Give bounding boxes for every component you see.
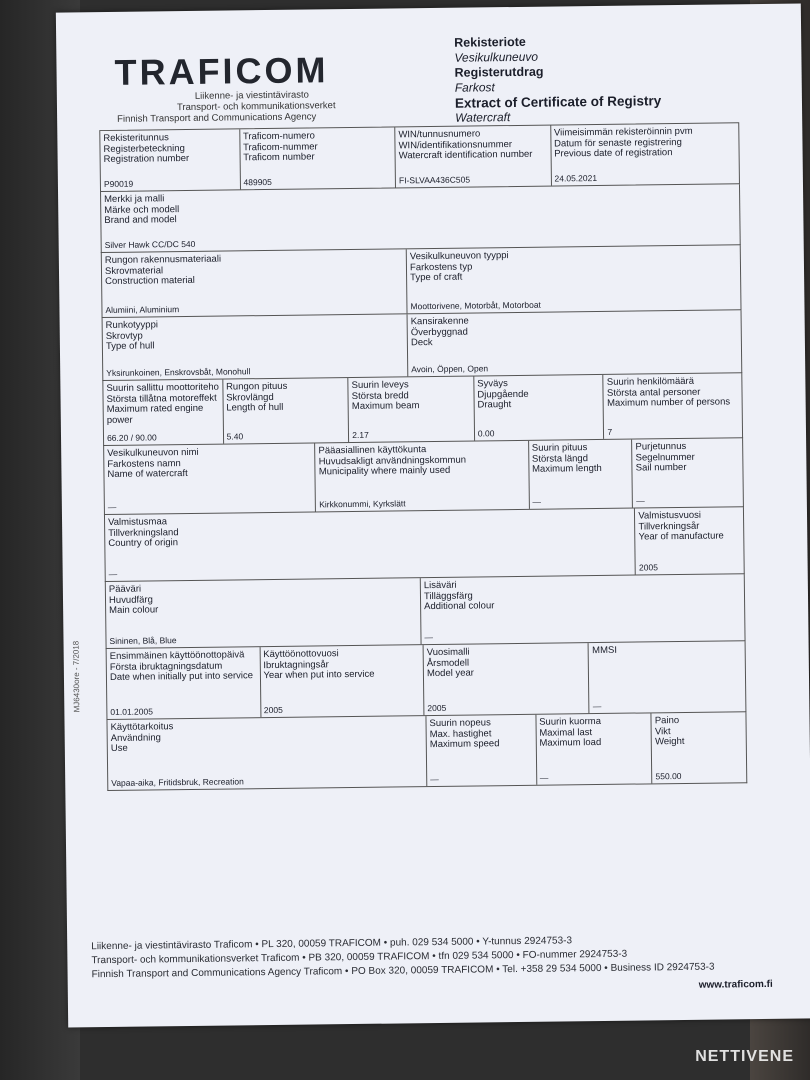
field-label-line: Year of manufacture bbox=[638, 530, 724, 543]
field-label bbox=[539, 716, 648, 749]
field-label-line: Use bbox=[110, 742, 128, 754]
field-label-line: Length of hull bbox=[226, 401, 284, 414]
table-cell bbox=[635, 507, 743, 574]
field-label-line: Skrovmaterial bbox=[104, 264, 164, 277]
field-label-line: Maximum beam bbox=[351, 400, 420, 413]
field-label-line: Datum för senaste registrering bbox=[553, 136, 682, 150]
table-row bbox=[102, 373, 743, 446]
field-value: Alumiini, Aluminium bbox=[105, 303, 180, 315]
agency-names bbox=[117, 89, 336, 125]
table-cell bbox=[604, 373, 742, 439]
field-value: — bbox=[424, 631, 434, 642]
field-label-line: Valmistusvuosi bbox=[638, 509, 702, 522]
nettivene-watermark: NETTIVENE bbox=[695, 1048, 794, 1065]
field-value: Sininen, Blå, Blue bbox=[109, 634, 177, 646]
field-label-line: Tillverkningsår bbox=[638, 520, 700, 533]
field-label bbox=[263, 648, 420, 681]
field-label-line: Country of origin bbox=[108, 537, 179, 549]
table-cell bbox=[551, 123, 739, 185]
field-label-line: Paino bbox=[654, 715, 680, 727]
field-label-line: Rungon pituus bbox=[225, 380, 288, 393]
field-label-line: Huvudfärg bbox=[108, 593, 153, 606]
table-cell bbox=[529, 440, 634, 509]
field-label-line: Ibruktagningsår bbox=[263, 658, 329, 671]
certificate-paper bbox=[56, 3, 810, 1027]
field-label-line: Construction material bbox=[105, 274, 195, 288]
field-value: — bbox=[636, 494, 645, 506]
field-label bbox=[477, 378, 600, 411]
field-label-line: Deck bbox=[410, 337, 433, 349]
agency-name-fi: Liikenne- ja viestintävirasto bbox=[194, 89, 309, 102]
field-label-line: Djupgående bbox=[477, 388, 529, 400]
table-row bbox=[106, 641, 747, 720]
field-label-line: Previous date of registration bbox=[554, 147, 673, 160]
table-row bbox=[101, 245, 742, 318]
field-label bbox=[109, 581, 417, 616]
field-label bbox=[110, 650, 257, 683]
table-row bbox=[105, 574, 746, 649]
field-label-line: Årsmodell bbox=[426, 657, 470, 669]
field-value: 550.00 bbox=[655, 770, 682, 781]
field-label-line: Additional colour bbox=[424, 600, 495, 613]
table-cell bbox=[536, 713, 652, 784]
field-label bbox=[607, 376, 739, 409]
field-label-line: Skrovtyp bbox=[105, 330, 143, 342]
field-label-line: Registerbeteckning bbox=[103, 142, 185, 155]
field-label-line: Överbyggnad bbox=[410, 326, 468, 338]
table-cell bbox=[105, 509, 636, 581]
field-label-line: Vesikulkuneuvon tyyppi bbox=[409, 250, 509, 263]
field-label-line: Största bredd bbox=[351, 389, 409, 402]
field-value: 66.20 / 90.00 bbox=[106, 431, 157, 443]
field-value: — bbox=[430, 773, 439, 784]
field-label-line: Traficom number bbox=[243, 151, 315, 164]
field-label bbox=[108, 512, 632, 550]
field-label-line: Date when initially put into service bbox=[109, 670, 254, 683]
field-label bbox=[111, 719, 423, 754]
field-value: FI-SLVAA436C505 bbox=[398, 174, 471, 185]
field-label-line: Pääasiallinen käyttökunta bbox=[318, 444, 427, 457]
field-label-line: Största antal personer bbox=[606, 386, 701, 399]
table-cell bbox=[408, 310, 742, 376]
field-value: Avoin, Öppen, Open bbox=[411, 362, 489, 374]
table-cell bbox=[223, 378, 349, 444]
table-cell bbox=[107, 716, 427, 790]
table-row bbox=[106, 712, 747, 791]
table-cell bbox=[315, 441, 529, 512]
field-label-line: Rungon rakennusmateriaali bbox=[104, 253, 222, 267]
field-label bbox=[105, 252, 403, 287]
field-label-line: MMSI bbox=[592, 644, 618, 657]
field-label-line: Brand and model bbox=[104, 214, 177, 227]
title-sv: Registerutdrag bbox=[454, 64, 544, 80]
traficom-logo: TRAFICOM bbox=[114, 49, 329, 93]
field-label bbox=[318, 444, 525, 478]
field-label-line: Max. hastighet bbox=[429, 727, 492, 740]
field-label-line: Pääväri bbox=[108, 583, 142, 595]
field-value: Vapaa-aika, Fritidsbruk, Recreation bbox=[111, 775, 244, 788]
field-label-line: Största längd bbox=[531, 452, 589, 465]
footer-line-fi: Liikenne- ja viestintävirasto Traficom • PL 320, 00059 TRAFICOM • puh. 029 534 5000 • Y-tunnus 2924753-3 bbox=[91, 935, 573, 953]
field-value: 7 bbox=[607, 426, 613, 437]
field-label-line: Maximum length bbox=[532, 462, 602, 475]
field-label bbox=[424, 577, 741, 612]
field-value: 2005 bbox=[638, 561, 658, 573]
field-label-line: Suurin sallittu moottoriteho bbox=[106, 381, 219, 394]
table-cell bbox=[101, 184, 740, 252]
table-cell bbox=[102, 249, 408, 317]
field-label-line: Sail number bbox=[635, 461, 687, 474]
field-value: P90019 bbox=[103, 178, 134, 189]
table-row bbox=[99, 122, 740, 192]
field-label bbox=[107, 446, 312, 480]
field-label-line: Vesikulkuneuvon nimi bbox=[107, 446, 199, 459]
field-label bbox=[532, 443, 629, 476]
form-code: MJ6430ore - 7/2018 bbox=[71, 640, 82, 713]
field-label-line: Suurin leveys bbox=[351, 379, 409, 392]
table-row bbox=[104, 507, 745, 582]
field-label-line: Rekisteritunnus bbox=[103, 132, 169, 145]
table-cell bbox=[589, 641, 745, 713]
field-label-line: WIN/identifikationsnummer bbox=[398, 138, 513, 151]
field-value: 489905 bbox=[243, 176, 272, 187]
field-label-line: Model year bbox=[426, 667, 474, 680]
field-label-line: Ensimmäinen käyttöönottopäivä bbox=[109, 649, 245, 662]
field-label-line: Huvudsakligt användningskommun bbox=[318, 454, 467, 467]
field-label-line: Maximal last bbox=[539, 726, 593, 739]
field-label bbox=[429, 718, 532, 751]
field-label-line: Traficom-nummer bbox=[242, 140, 318, 153]
field-label bbox=[103, 132, 236, 165]
field-label-line: Syväys bbox=[477, 378, 508, 390]
field-label-line: Maximum speed bbox=[429, 738, 500, 751]
field-label-line: Weight bbox=[654, 735, 685, 748]
field-label-line: Draught bbox=[477, 399, 512, 411]
field-label-line: Suurin kuorma bbox=[539, 715, 602, 728]
field-label bbox=[398, 129, 547, 162]
field-label-line: Segelnummer bbox=[635, 451, 695, 464]
field-label-line: Kansirakenne bbox=[410, 315, 469, 328]
field-label bbox=[352, 380, 471, 413]
table-cell bbox=[395, 126, 551, 188]
field-value: — bbox=[539, 772, 549, 783]
field-label-line: Användning bbox=[110, 731, 161, 744]
title-sv-sub: Farkost bbox=[454, 80, 495, 95]
registry-table bbox=[99, 122, 747, 791]
field-label-line: Suurin pituus bbox=[531, 442, 588, 454]
field-value: 5.40 bbox=[226, 430, 244, 442]
field-label bbox=[554, 126, 736, 160]
table-row bbox=[102, 310, 743, 381]
field-label-line: Municipality where mainly used bbox=[318, 464, 451, 478]
field-label-line: Vuosimalli bbox=[426, 646, 470, 659]
document-title bbox=[454, 33, 661, 126]
field-value: — bbox=[108, 568, 118, 579]
table-cell bbox=[407, 245, 741, 313]
field-label bbox=[410, 248, 737, 283]
field-label-line: Year when put into service bbox=[263, 668, 375, 682]
table-cell bbox=[632, 438, 742, 507]
field-label-line: Viimeisimmän rekisteröinnin pvm bbox=[553, 125, 693, 139]
field-label-line: Type of craft bbox=[410, 271, 463, 284]
table-cell bbox=[240, 127, 396, 189]
field-label-line: Farkostens typ bbox=[409, 261, 473, 273]
table-cell bbox=[104, 443, 316, 514]
field-value: 01.01.2005 bbox=[110, 705, 153, 717]
field-label-line: power bbox=[106, 414, 133, 426]
field-label-line: WIN/tunnusnumero bbox=[398, 128, 481, 141]
field-label bbox=[638, 510, 740, 543]
field-label-line: Skrovlängd bbox=[226, 391, 274, 404]
field-label-line: Vikt bbox=[654, 725, 671, 737]
field-value: 0.00 bbox=[477, 427, 495, 438]
field-label-line: Suurin henkilömäärä bbox=[606, 375, 695, 388]
field-value: Moottorivene, Motorbåt, Motorboat bbox=[410, 299, 541, 311]
table-cell bbox=[349, 377, 475, 443]
website: www.traficom.fi bbox=[698, 978, 773, 991]
field-label-line: Största tillåtna motoreffekt bbox=[106, 392, 217, 405]
field-label-line: Maximum number of persons bbox=[607, 396, 731, 409]
field-value: Kirkkonummi, Kyrkslätt bbox=[319, 497, 406, 509]
field-label bbox=[106, 317, 404, 352]
field-value: Silver Hawk CC/DC 540 bbox=[104, 238, 196, 250]
field-label-line: Purjetunnus bbox=[635, 440, 687, 453]
field-label-line: Merkki ja malli bbox=[104, 193, 165, 206]
table-cell bbox=[652, 712, 747, 783]
field-label-line: Traficom-numero bbox=[242, 130, 315, 143]
table-cell bbox=[424, 643, 590, 715]
field-label-line: Märke och modell bbox=[104, 203, 180, 216]
field-label-line: Farkostens namn bbox=[107, 457, 181, 470]
field-label-line: Watercraft identification number bbox=[398, 148, 533, 162]
field-label bbox=[427, 646, 586, 679]
table-cell bbox=[426, 715, 537, 786]
field-label-line: Maximum rated engine bbox=[106, 402, 204, 415]
field-value: 2.17 bbox=[352, 429, 369, 440]
field-label-line: Maximum load bbox=[539, 736, 602, 749]
field-label-line: Tillverkningsland bbox=[108, 526, 179, 539]
field-label-line: Runkotyyppi bbox=[105, 319, 158, 332]
field-label bbox=[104, 187, 736, 226]
table-row bbox=[103, 438, 744, 515]
title-fi: Rekisteriote bbox=[454, 34, 526, 50]
title-en: Extract of Certificate of Registry bbox=[454, 93, 662, 111]
table-cell bbox=[106, 578, 422, 648]
field-label-line: Tilläggsfärg bbox=[423, 590, 473, 602]
title-en-sub: Watercraft bbox=[455, 110, 511, 125]
field-label-line: Lisäväri bbox=[423, 579, 457, 592]
table-cell bbox=[100, 129, 240, 191]
field-label-line: Valmistusmaa bbox=[107, 516, 168, 528]
field-label bbox=[226, 381, 345, 414]
table-cell bbox=[260, 645, 424, 717]
field-label bbox=[635, 441, 739, 474]
agency-name-en: Finnish Transport and Communications Agency bbox=[117, 111, 317, 125]
field-value: — bbox=[107, 501, 117, 512]
footer-line-sv: Transport- och kommunikationsverket Traficom • PB 320, 00059 TRAFICOM • tfn 029 534 5000 • FO-nummer 2924753-3 bbox=[91, 948, 628, 967]
field-value: 24.05.2021 bbox=[554, 172, 598, 184]
field-label-line: Main colour bbox=[109, 604, 159, 616]
field-label bbox=[592, 644, 742, 656]
table-cell bbox=[103, 314, 409, 380]
field-value: 2005 bbox=[263, 704, 283, 715]
table-cell bbox=[421, 574, 745, 644]
field-label-line: Första ibruktagningsdatum bbox=[109, 660, 223, 673]
field-label-line: Type of hull bbox=[105, 340, 155, 353]
field-label-line: Registration number bbox=[103, 152, 190, 166]
field-label bbox=[411, 313, 738, 348]
table-cell bbox=[103, 380, 223, 445]
footer bbox=[91, 933, 714, 983]
footer-line-en: Finnish Transport and Communications Agency Traficom • PO Box 320, 00059 TRAFICOM • Tel. +358 29 534 5000 • Business ID 2924753-3 bbox=[91, 961, 715, 981]
field-label-line: Name of watercraft bbox=[107, 468, 188, 480]
field-label-line: Käyttöönottovuosi bbox=[263, 648, 339, 661]
field-value: 2005 bbox=[427, 702, 447, 713]
field-label bbox=[106, 383, 219, 426]
field-label bbox=[655, 715, 743, 748]
field-label bbox=[243, 130, 392, 163]
title-fi-sub: Vesikulkuneuvo bbox=[454, 49, 539, 65]
table-cell bbox=[107, 647, 261, 719]
field-value: Yksirunkoinen, Enskrovsbåt, Monohull bbox=[106, 365, 251, 378]
field-value: — bbox=[532, 496, 542, 507]
table-cell bbox=[474, 375, 604, 441]
field-label-line: Suurin nopeus bbox=[429, 717, 491, 730]
field-label-line: Käyttötarkoitus bbox=[110, 721, 174, 733]
field-value: — bbox=[592, 700, 602, 711]
agency-name-sv: Transport- och kommunikationsverket bbox=[176, 100, 336, 114]
table-row bbox=[100, 184, 741, 253]
